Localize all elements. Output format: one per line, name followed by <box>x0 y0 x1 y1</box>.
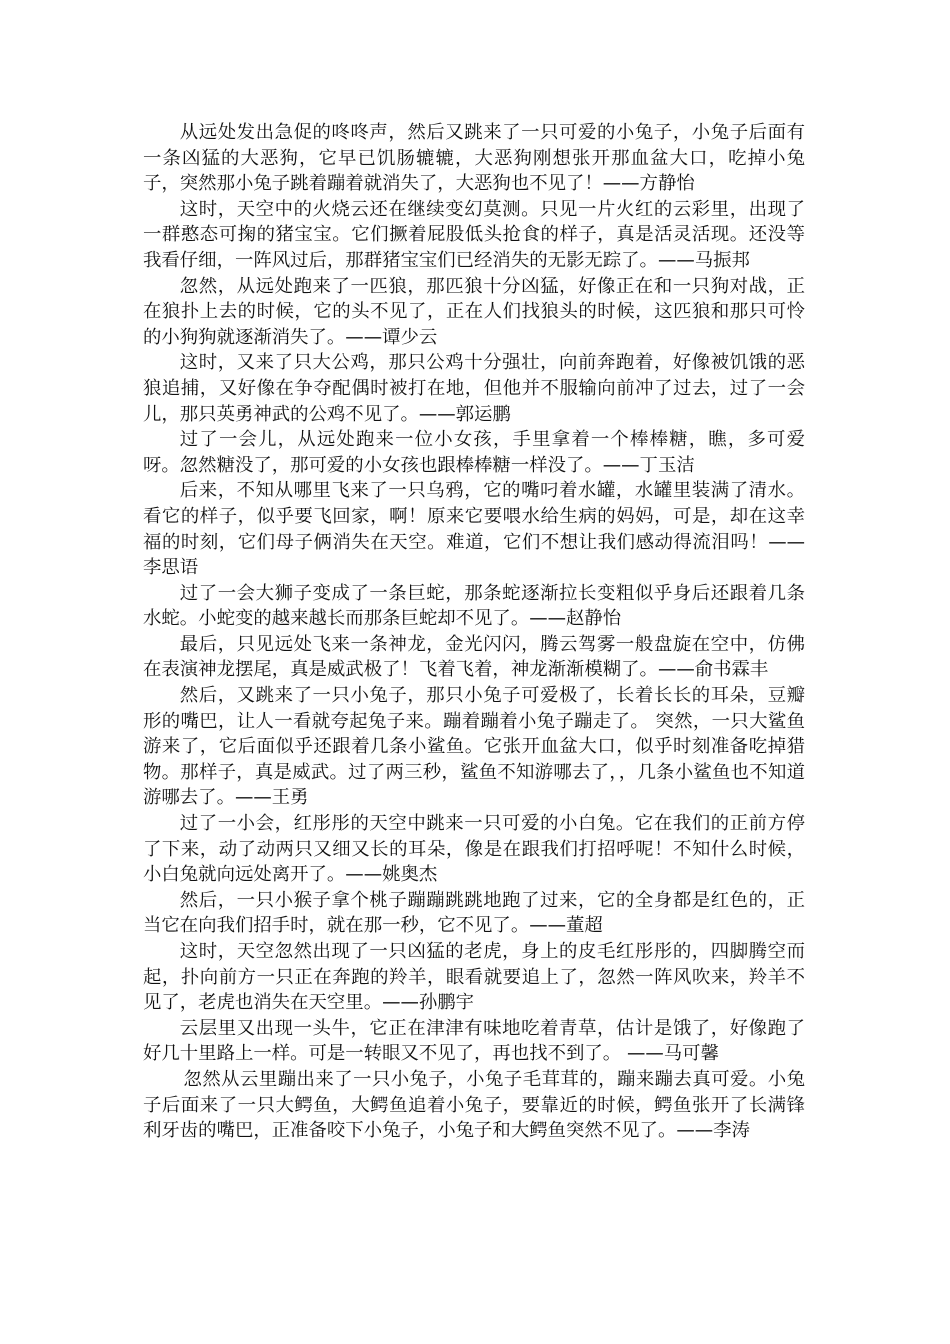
paragraph-tan-shaoyun: 忽然，从远处跑来了一匹狼，那匹狼十分凶猛，好像正在和一只狗对战，正在狼扑上去的时候，它的头不见了，正在人们找狼头的时候，这匹狼和那只可怜的小狗狗就逐渐消失了。——谭少云 <box>143 275 805 348</box>
paragraph-dong-chao: 然后，一只小猴子拿个桃子蹦蹦跳跳地跑了过来，它的全身都是红色的，正当它在向我们招手时，就在那一秒，它不见了。——董超 <box>143 889 805 937</box>
paragraph-yao-aojie: 过了一小会，红彤彤的天空中跳来一只可爱的小白兔。它在我们的正前方停了下来，动了动两只又细又长的耳朵，像是在跟我们打招呼呢！不知什么时候，小白兔就向远处离开了。——姚奥杰 <box>143 813 805 886</box>
document-page <box>143 120 805 1144</box>
paragraph-sun-pengyu: 这时，天空忽然出现了一只凶猛的老虎，身上的皮毛红彤彤的，四脚腾空而起，扑向前方一只正在奔跑的羚羊，眼看就要追上了，忽然一阵风吹来，羚羊不见了，老虎也消失在天空里。——孙鹏宇 <box>143 941 805 1014</box>
paragraph-yu-shulinfeng: 最后，只见远处飞来一条神龙，金光闪闪，腾云驾雾一般盘旋在空中，仿佛在表演神龙摆尾，真是威武极了！飞着飞着，神龙渐渐模糊了。——俞书霖丰 <box>143 633 805 681</box>
paragraph-zhao-jingyi: 过了一会大狮子变成了一条巨蛇，那条蛇逐渐拉长变粗似乎身后还跟着几条水蛇。小蛇变的越来越长而那条巨蛇却不见了。——赵静怡 <box>143 582 805 630</box>
paragraph-ma-zhenbang: 这时，天空中的火烧云还在继续变幻莫测。只见一片火红的云彩里，出现了一群憨态可掬的猪宝宝。它们撅着屁股低头抢食的样子，真是活灵活现。还没等我看仔细，一阵风过后，那群猪宝宝们已经消失的无影无踪了。——马振邦 <box>143 198 805 271</box>
paragraph-wang-yong: 然后，又跳来了一只小兔子，那只小兔子可爱极了，长着长长的耳朵，豆瓣形的嘴巴，让人一看就夸起兔子来。蹦着蹦着小兔子蹦走了。 突然，一只大鲨鱼游来了，它后面似乎还跟着几条小鲨鱼。它张开血盆大口，似乎时刻准备吃掉猎物。那样子，真是威武。过了两三秒，鲨鱼不知游哪去了，，几条小鲨鱼也不知道游哪去了。——王勇 <box>143 685 805 809</box>
paragraph-ding-yujie: 过了一会儿，从远处跑来一位小女孩，手里拿着一个棒棒糖，瞧，多可爱呀。忽然糖没了，那可爱的小女孩也跟棒棒糖一样没了。——丁玉洁 <box>143 429 805 476</box>
paragraph-fang-jingyi: 从远处发出急促的咚咚声，然后又跳来了一只可爱的小兔子，小兔子后面有一条凶猛的大恶狗，它早已饥肠辘辘，大恶狗刚想张开那血盆大口，吃掉小兔子，突然那小兔子跳着蹦着就消失了，大恶狗也不见了！——方静怡 <box>143 122 805 195</box>
paragraph-ma-kexin: 云层里又出现一头牛，它正在津津有味地吃着青草，估计是饿了，好像跑了好几十里路上一样。可是一转眼又不见了，再也找不到了。 ——马可馨 <box>143 1017 805 1065</box>
paragraph-li-siyu: 后来，不知从哪里飞来了一只乌鸦，它的嘴叼着水罐，水罐里装满了清水。看它的样子，似乎要飞回家，啊！原来它要喂水给生病的妈妈，可是，却在这幸福的时刻，它们母子俩消失在天空。难道，它们不想让我们感动得流泪吗！——李思语 <box>143 480 805 579</box>
paragraph-guo-yunpeng: 这时，又来了只大公鸡，那只公鸡十分强壮，向前奔跑着，好像被饥饿的恶狼追捕，又好像在争夺配偶时被打在地，但他并不服输向前冲了过去，过了一会儿，那只英勇神武的公鸡不见了。——郭运鹏 <box>143 352 805 425</box>
paragraph-li-tao: 忽然从云里蹦出来了一只小兔子，小兔子毛茸茸的，蹦来蹦去真可爱。小兔子后面来了一只大鳄鱼，大鳄鱼追着小兔子，要靠近的时候，鳄鱼张开了长满锋利牙齿的嘴巴，正准备咬下小兔子，小兔子和大鳄鱼突然不见了。——李涛 <box>143 1068 805 1142</box>
